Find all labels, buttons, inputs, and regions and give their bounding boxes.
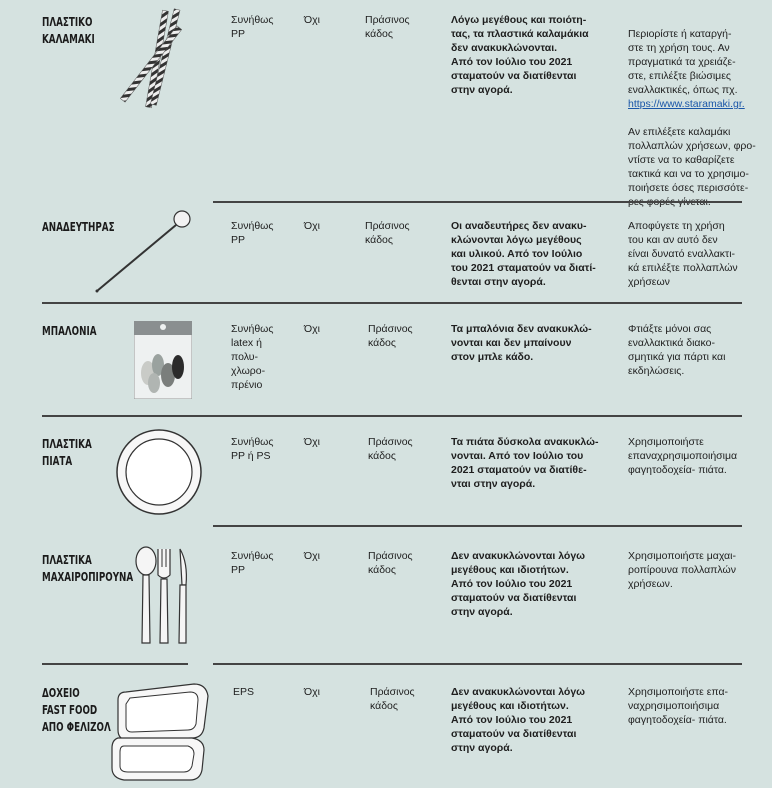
recyclable-cell: Όχι	[304, 14, 320, 26]
bin-cell: Πράσινος κάδος	[365, 14, 410, 40]
reason-cell: Οι αναδευτήρες δεν ανακυ- κλώνονται λόγω μεγέθους και υλικού. Από τον Ιούλιο του 2021 σταματούν να διατί- θενται στην αγορά.	[451, 220, 596, 288]
item-name: ΔΟΧΕΙΟ FAST FOOD ΑΠΟ ΦΕΛΙΖΟΛ	[42, 685, 111, 734]
bin-cell: Πράσινος κάδος	[368, 436, 413, 462]
material-cell: Συνήθως latex ή πολυ- χλωρο- πρένιο	[231, 323, 274, 391]
advice-cell: Φτιάξτε μόνοι σας εναλλακτικά διακο- σμητικά για πάρτι και εκδηλώσεις.	[628, 323, 726, 377]
advice-cell: Αποφύγετε τη χρήση του και αν αυτό δεν είναι δυνατό εναλλακτι- κά επιλέξτε πολλαπλών χρήσεων	[628, 220, 738, 288]
divider	[42, 302, 742, 304]
bin-cell: Πράσινος κάδος	[370, 686, 415, 712]
material-cell: Συνήθως PP	[231, 220, 274, 246]
straws-icon	[118, 8, 198, 113]
bin-cell: Πράσινος κάδος	[368, 550, 413, 576]
item-name: ΠΛΑΣΤΙΚΑ ΠΙΑΤΑ	[42, 436, 92, 468]
bin-cell: Πράσινος κάδος	[365, 220, 410, 246]
recyclable-cell: Όχι	[304, 323, 320, 335]
food-container-icon	[104, 678, 214, 784]
material-cell: EPS	[233, 686, 255, 698]
divider	[213, 525, 742, 527]
advice-cell: Χρησιμοποιήστε επαναχρησιμοποιήσιμα φαγητοδοχεία- πιάτα.	[628, 436, 738, 476]
bin-cell: Πράσινος κάδος	[368, 323, 413, 349]
reason-cell: Λόγω μεγέθους και ποιότη- τας, τα πλαστικά καλαμάκια δεν ανακυκλώνονται. Από τον Ιούλιο του 2021 σταματούν να διατίθενται στην αγορά.	[451, 14, 589, 96]
divider	[42, 415, 742, 417]
recyclable-cell: Όχι	[304, 550, 320, 562]
plate-icon	[114, 427, 204, 517]
recyclable-cell: Όχι	[304, 436, 320, 448]
advice-text: Περιορίστε ή καταργή- στε τη χρήση τους. Αν πραγματικά τα χρειάζε- στε, επιλέξτε βιώσιμες εναλλακτικές, όπως πχ.	[628, 28, 738, 96]
item-name: ΜΠΑΛΟΝΙΑ	[42, 323, 97, 338]
advice-cell	[628, 13, 756, 209]
item-name: ΑΝΑΔΕΥΤΗΡΑΣ	[42, 219, 115, 234]
cutlery-icon	[132, 545, 194, 647]
reason-cell: Δεν ανακυκλώνονται λόγω μεγέθους και ιδιοτήτων. Από τον Ιούλιο του 2021 σταματούν να διατίθενται στην αγορά.	[451, 550, 586, 618]
recyclable-cell: Όχι	[304, 686, 320, 698]
stirrer-icon	[90, 206, 200, 296]
material-cell: Συνήθως PP	[231, 14, 274, 40]
material-cell: Συνήθως PP ή PS	[231, 436, 274, 462]
recyclable-cell: Όχι	[304, 220, 320, 232]
advice-text: Αν επιλέξετε καλαμάκι πολλαπλών χρήσεων, φρο- ντίστε να το καθαρίζετε τακτικά και να το χρησιμο- ποιήσετε όσες περισσότε-	[628, 126, 756, 194]
advice-cell: Χρησιμοποιήστε μαχαι- ροπίρουνα πολλαπλών χρήσεων.	[628, 550, 736, 590]
reason-cell: Τα πιάτα δύσκολα ανακυκλώ- νονται. Από τον Ιούλιο του 2021 σταματούν να διατίθε- νται στην αγορά.	[451, 436, 599, 490]
reason-cell: Τα μπαλόνια δεν ανακυκλώ- νονται και δεν μπαίνουν στον μπλε κάδο.	[451, 323, 592, 363]
item-name: ΠΛΑΣΤΙΚΟ ΚΑΛΑΜΑΚΙ	[42, 14, 95, 46]
divider	[213, 201, 742, 203]
balloons-icon	[134, 321, 192, 399]
staramaki-link[interactable]: https://www.staramaki.gr.	[628, 98, 745, 110]
advice-cell: Χρησιμοποιήστε επα- ναχρησιμοποιήσιμα φαγητοδοχεία- πιάτα.	[628, 686, 729, 726]
divider	[213, 663, 742, 665]
item-name: ΠΛΑΣΤΙΚΑ ΜΑΧΑΙΡΟΠΙΡΟΥΝΑ	[42, 552, 134, 584]
material-cell: Συνήθως PP	[231, 550, 274, 576]
divider	[42, 663, 188, 665]
reason-cell: Δεν ανακυκλώνονται λόγω μεγέθους και ιδιοτήτων. Από τον Ιούλιο του 2021 σταματούν να διατίθενται στην αγορά.	[451, 686, 586, 754]
